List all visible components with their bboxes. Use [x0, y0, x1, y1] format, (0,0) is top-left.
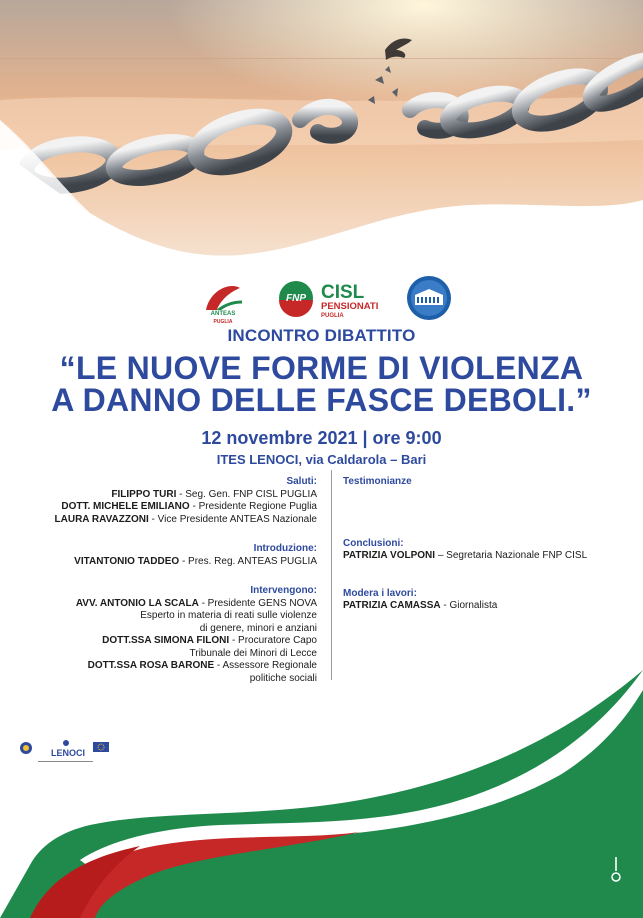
sponsor-logos [18, 738, 118, 768]
speaker-desc: Esperto in materia di reati sulle violenze [140, 610, 317, 621]
event-kicker: INCONTRO DIBATTITO [227, 326, 416, 345]
speaker-line: DOTT. MICHELE EMILIANO - Presidente Regione Puglia [61, 501, 317, 512]
section-intro-title: Introduzione: [253, 543, 317, 554]
speaker-line: PATRIZIA CAMASSA - Giornalista [343, 600, 498, 611]
program-right [343, 476, 633, 613]
logo-row [0, 270, 643, 324]
event-venue: ITES LENOCI, via Caldarola – Bari [216, 452, 427, 467]
event-title-line2: A DANNO DELLE FASCE DEBOLI.” [51, 382, 592, 418]
speaker-desc: politiche sociali [249, 672, 317, 684]
column-divider [331, 470, 332, 680]
event-title [0, 352, 643, 416]
hero-image [0, 0, 643, 300]
svg-text:LENOCI: LENOCI [50, 748, 86, 758]
speaker-desc: Tribunale dei Minori di Lecce [189, 647, 317, 659]
anteas-logo [200, 280, 246, 324]
svg-text:PUGLIA: PUGLIA [321, 313, 344, 319]
speaker-line: PATRIZIA VOLPONI – Segretaria Nazionale FNP CISL [343, 550, 588, 561]
event-title-line1: “LE NUOVE FORME DI VIOLENZA [59, 350, 584, 386]
section-modera-title: Modera i lavori: [343, 587, 417, 599]
speaker-line: DOTT.SSA SIMONA FILONI - Procuratore Capo [102, 635, 317, 646]
svg-text:PUGLIA: PUGLIA [213, 319, 233, 324]
school-logo [406, 275, 452, 321]
sponsor-strip [18, 738, 118, 768]
section-interv-title: Intervengono: [250, 585, 317, 596]
tricolor-swoosh [0, 647, 643, 918]
fnp-cisl-logo [275, 278, 385, 322]
title-block [0, 326, 643, 467]
speaker-desc: di genere, minori e anziani [199, 622, 317, 634]
speaker-line: AVV. ANTONIO LA SCALA - Presidente GENS NOVA [75, 597, 317, 609]
svg-text:PENSIONATI: PENSIONATI [321, 301, 379, 312]
speaker-line: DOTT.SSA ROSA BARONE - Assessore Regionale [87, 660, 317, 671]
svg-text:CISL: CISL [321, 282, 365, 303]
speaker-line: VITANTONIO TADDEO - Pres. Reg. ANTEAS PUGLIA [74, 555, 317, 567]
printer-mark-icon [610, 855, 622, 883]
section-testimonianze-title: Testimonianze [343, 476, 412, 487]
event-date: 12 novembre 2021 | ore 9:00 [201, 428, 442, 448]
svg-text:ANTEAS: ANTEAS [210, 311, 236, 317]
speaker-line: LAURA RAVAZZONI - Vice Presidente ANTEAS Nazionale [54, 513, 317, 525]
section-conclusioni-title: Conclusioni: [343, 537, 404, 549]
svg-text:FNP: FNP [286, 293, 306, 304]
section-saluti-title: Saluti: [286, 476, 317, 487]
speaker-line: FILIPPO TURI - Seg. Gen. FNP CISL PUGLIA [111, 488, 317, 500]
